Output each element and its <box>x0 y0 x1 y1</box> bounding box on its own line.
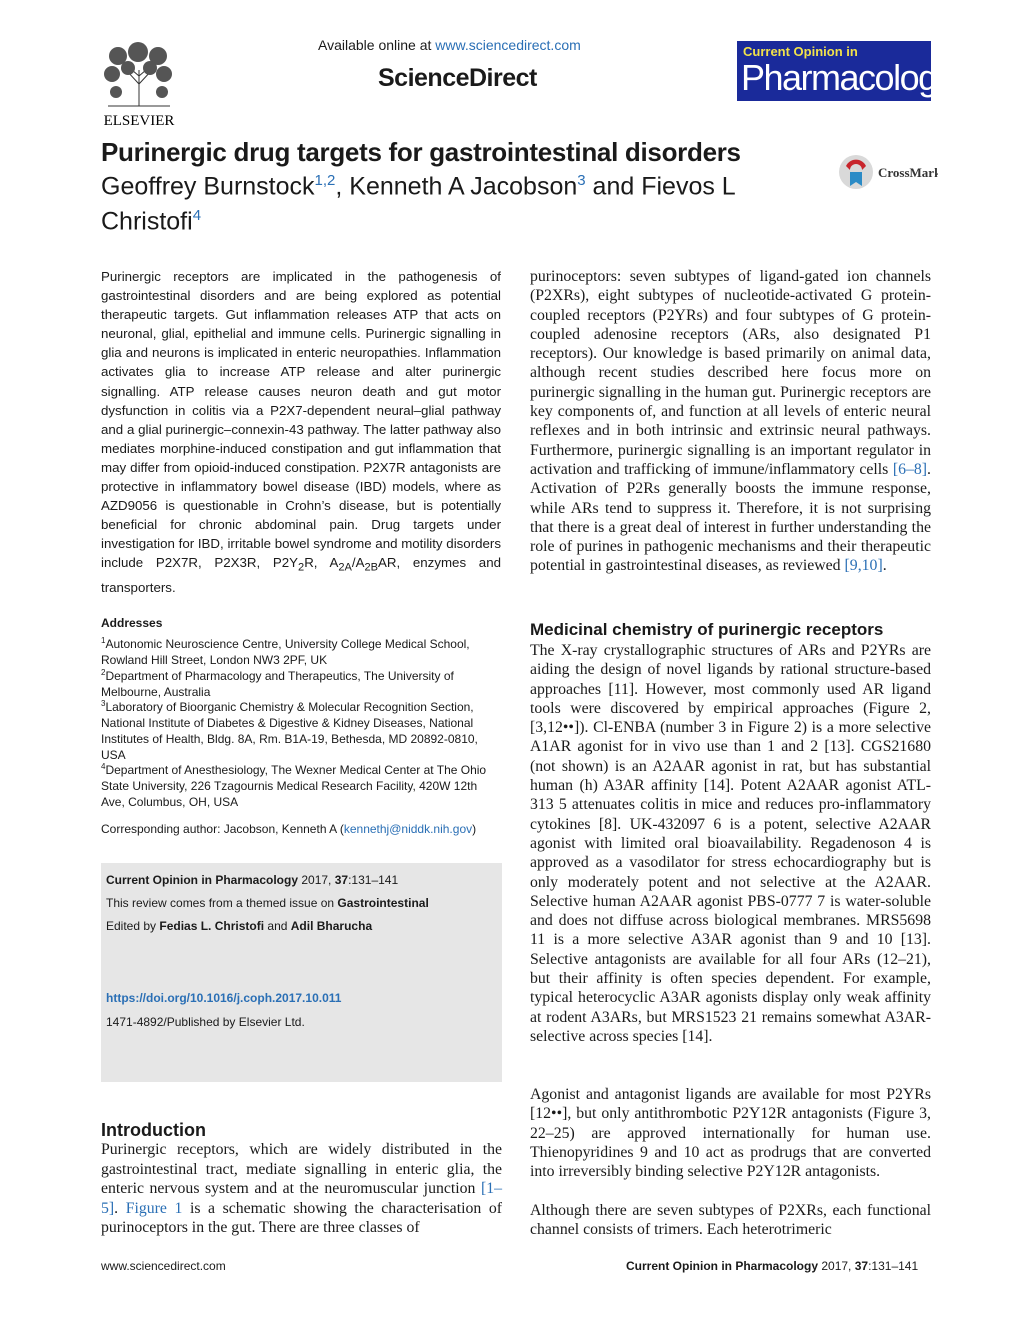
address-item <box>101 633 501 668</box>
author-list <box>101 166 801 237</box>
sciencedirect-brand: ScienceDirect <box>378 64 537 92</box>
citation-pages: :131–141 <box>348 873 399 887</box>
issn-line: 1471-4892/Published by Elsevier Ltd. <box>106 1015 305 1029</box>
subscript: 2B <box>364 562 379 575</box>
author-name[interactable]: Geoffrey Burnstock <box>101 172 315 201</box>
abstract-text: /A <box>351 555 365 571</box>
footer-journal: Current Opinion in Pharmacology <box>626 1259 819 1273</box>
address-number: 2 <box>101 668 106 677</box>
author-affiliation[interactable]: 3 <box>577 172 586 189</box>
address-text: Department of Pharmacology and Therapeutics, The University of Melbourne, Australia <box>101 669 454 699</box>
address-item <box>101 696 501 763</box>
svg-text:CrossMark: CrossMark <box>878 165 938 180</box>
citation-line <box>106 873 398 887</box>
editors-label: Edited by <box>106 919 160 933</box>
subscript: 2 <box>298 562 305 575</box>
corresponding-suffix: ) <box>472 822 477 836</box>
body-paragraph: Agonist and antagonist ligands are available for most P2YRs [12••], but only antithrombotic P2Y12R antagonists (Figure 3, 22–25) are approved internationally for human use. Thienopyridines 9 and 10 act as prodrugs that are converted into irreversibly binding selective P2Y12R antagonists. <box>530 1086 931 1181</box>
addresses-heading: Addresses <box>101 616 163 630</box>
abstract-body: Purinergic receptors are implicated in the pathogenesis of gastrointestinal disorders and are being explored as potential therapeutic targets. Gut inflammation releases ATP that acts on neuronal, glial, epithelial and immune cells. Purinergic signalling in glia and neurons is implicated in enteric neuropathies. Inflammation activates glia to increase ATP release and alter purinergic signalling. ATP release causes neuron death and gut motor dysfunction in colitis via a P2X7-dependent neural–glial pathway and a glial purinergic–connexin-43 pathway. The latter pathway also mediates morphine-induced constipation and gut inflammation that may differ from opioid-induced constipation. P2X7R antagonists are protective in inflammatory bowel disease (IBD) models, where as AZD9056 is questionable in Crohn’s disease, but is potentially beneficial for chronic abdominal pain. Drug targets under investigation for IBD, irritable bowel syndrome and motility disorders include P2X7R, P2X3R, P2Y <box>101 269 501 571</box>
crossmark-icon <box>838 152 938 192</box>
reference-link[interactable]: [9,10] <box>844 557 883 575</box>
footer-year: 2017, <box>818 1259 855 1273</box>
address-number: 3 <box>101 699 106 708</box>
address-item <box>101 759 501 810</box>
author-name[interactable]: Fievos L Christofi <box>101 172 735 236</box>
address-item <box>101 665 501 700</box>
footer-pages: :131–141 <box>868 1259 919 1273</box>
body-paragraph: The X-ray crystallographic structures of ARs and P2YRs are aiding the design of novel ligands by rational structure-based approaches [11]. However, most commonly used AR ligand tools were discovered by empirical approaches (Figure 2, [3,12••]). Cl-ENBA (number 3 in Figure 2) is a more selective A1AR agonist for in vivo use than 1 and 2 [13]. CGS21680 (not shown) is an A2AAR agonist in rat, but has substantial human (h) A3AR affinity [14]. Potent A2AAR agonist ATL-313 5 attenuates colitis in mice and reduces pro-inflammatory cytokines [8]. UK-432097 6 is a potent, selective A2AAR agonist with limited oral bioavailability. Regadenoson 4 is approved as a vasodilator for stress echocardiography but is only moderately potent and not selective at the A2AAR. Selective human A2AAR agonist PBS-0777 7 is water-soluble and does not diffuse across biological membranes. MRS5698 11 is a more selective A3AR agonist than 9 and 10 [13]. Selective antagonists are available for all four ARs (12–21), but their affinity is often species dependent. For example, typical heterocyclic A3AR agonists display only weak affinity at rodent A3ARs, but MRS1523 21 remains somewhat A3AR-selective across species [14]. <box>530 642 931 1045</box>
author-separator: and <box>585 172 642 201</box>
available-online-label: Available online at <box>318 37 432 53</box>
body-paragraph <box>530 267 931 576</box>
article-info-box <box>101 863 502 1082</box>
author-name[interactable]: Kenneth A Jacobson <box>349 172 578 201</box>
address-text: Laboratory of Bioorganic Chemistry & Molecular Recognition Section, National Institute of Diabetes & Digestive & Kidney Diseases, National Institutes of Health, Bldg. 8A, Rm. B1A-19, Bethesda, MD 20892-0810, USA <box>101 700 478 762</box>
citation-year: 2017, <box>298 873 335 887</box>
citation-journal: Current Opinion in Pharmacology <box>106 873 299 887</box>
medchem-heading: Medicinal chemistry of purinergic receptors <box>530 620 884 639</box>
sciencedirect-link[interactable]: www.sciencedirect.com <box>435 37 581 53</box>
address-number: 1 <box>101 636 106 645</box>
citation-volume: 37 <box>334 873 349 887</box>
editors-line <box>106 919 372 933</box>
body-paragraph: Although there are seven subtypes of P2XRs, each functional channel consists of trimers. Each heterotrimeric <box>530 1202 931 1239</box>
subscript: 2A <box>338 562 352 575</box>
footer-url[interactable]: www.sciencedirect.com <box>101 1259 226 1273</box>
address-text: Autonomic Neuroscience Centre, University College Medical School, Rowland Hill Street, London NW3 2PF, UK <box>101 637 470 667</box>
address-number: 4 <box>101 762 106 771</box>
journal-banner <box>737 41 954 101</box>
address-text: Department of Anesthesiology, The Wexner Medical Center at The Ohio State University, 226 Tzagournis Medical Research Facility, 420W 12th Ave, Columbus, OH, USA <box>101 763 487 809</box>
abstract <box>101 267 501 597</box>
doi-line <box>106 991 341 1005</box>
intro-text: Purinergic receptors, which are widely distributed in the gastrointestinal tract, mediate signalling in enteric glia, the enteric nervous system and at the neuromuscular junction <box>101 1141 502 1197</box>
corresponding-label: Corresponding author: Jacobson, Kenneth A ( <box>101 822 344 836</box>
author-affiliation[interactable]: 1,2 <box>314 172 336 189</box>
intro-text: is a schematic showing the characterisation of purinoceptors in the gut. There are three classes of <box>101 1199 502 1236</box>
author-affiliation[interactable]: 4 <box>192 207 202 225</box>
doi-link[interactable]: https://doi.org/10.1016/j.coph.2017.10.011 <box>106 991 342 1005</box>
abstract-text: R, A <box>304 555 339 571</box>
corresponding-email-link[interactable]: kennethj@niddk.nih.gov <box>343 822 473 836</box>
introduction-heading: Introduction <box>101 1120 206 1140</box>
body-text: . Activation of P2Rs generally boosts the immune response, while ARs tend to suppress it. Therefore, it is not surprising that there is a great deal of interest in further understanding the role of purines in pathogenic mechanisms and their therapeutic potential in gastrointestinal diseases, as reviewed <box>530 460 931 575</box>
themed-issue-name: Gastrointestinal <box>337 896 429 910</box>
available-online <box>318 37 581 53</box>
editor-name: Fedias L. Christofi <box>159 919 265 933</box>
elsevier-tree-icon <box>98 40 180 128</box>
footer-volume: 37 <box>854 1259 869 1273</box>
journal-banner-name: Pharmacology <box>741 57 954 98</box>
author-separator: , <box>335 172 350 201</box>
article-title: Purinergic drug targets for gastrointestinal disorders <box>101 137 741 167</box>
reference-link[interactable]: [1–5] <box>101 1180 502 1217</box>
abstract-text: AR, enzymes and transporters. <box>101 555 501 596</box>
editor-name: Adil Bharucha <box>290 919 373 933</box>
introduction-paragraph <box>101 1140 502 1238</box>
body-text: . <box>882 557 887 575</box>
themed-issue-label: This review comes from a themed issue on <box>106 896 338 910</box>
editors-separator: and <box>264 919 291 933</box>
corresponding-author <box>101 822 501 836</box>
elsevier-logo <box>98 40 180 128</box>
journal-banner-top: Current Opinion in <box>743 44 858 59</box>
footer-citation <box>626 1259 918 1273</box>
crossmark-badge[interactable] <box>838 152 938 192</box>
reference-link[interactable]: [6–8] <box>892 460 928 478</box>
figure-link[interactable]: Figure 1 <box>125 1199 183 1217</box>
intro-text: . <box>114 1199 126 1217</box>
themed-issue-line <box>106 896 429 910</box>
svg-text:ELSEVIER: ELSEVIER <box>103 113 175 128</box>
body-text: purinoceptors: seven subtypes of ligand-gated ion channels (P2XRs), eight subtypes of nucleotide-activated G protein-coupled receptors (P2YRs) and four subtypes of G protein-coupled adenosine receptors (ARs, also designated P1 receptors). Our knowledge is based primarily on animal data, although recent studies described here focus more on purinergic signalling in the human gut. Purinergic receptors are key components of, and function at all levels of enteric neural reflexes and in both intrinsic and extrinsic neural pathways. Furthermore, purinergic signalling is an important regulator in activation and trafficking of immune/inflammatory cells <box>530 268 931 478</box>
